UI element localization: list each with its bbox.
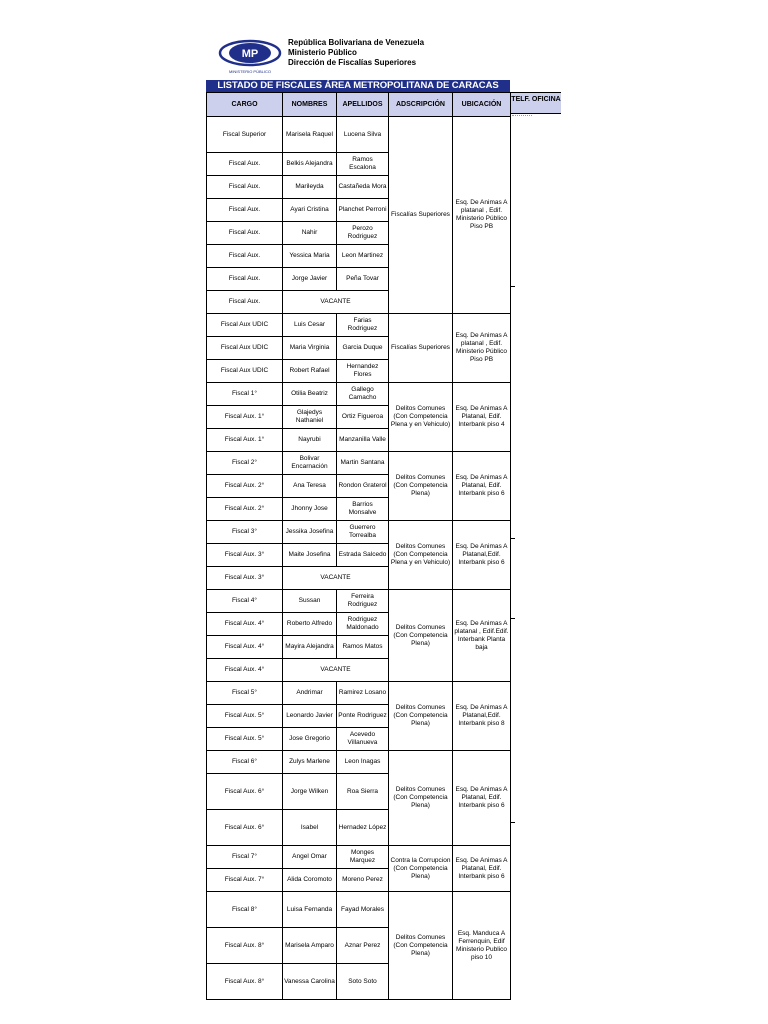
cargo-cell: Fiscal Superior	[207, 117, 283, 153]
table-row	[207, 590, 511, 613]
cargo-cell: Fiscal Aux UDIC	[207, 314, 283, 337]
divider	[511, 822, 515, 823]
cargo-cell: Fiscal Aux.	[207, 268, 283, 291]
apellidos-cell: Ortiz Figueroa	[337, 406, 389, 429]
table-title: LISTADO DE FISCALES ÁREA METROPOLITANA DE CARACAS	[206, 80, 510, 92]
apellidos-cell: Gallego Camacho	[337, 383, 389, 406]
adscripcion-cell: Delitos Comunes (Con Competencia Plena y en Vehiculo)	[389, 521, 453, 590]
apellidos-cell: Monges Marquez	[337, 846, 389, 869]
cargo-cell: Fiscal Aux. 5°	[207, 728, 283, 751]
apellidos-cell: Hernadez López	[337, 810, 389, 846]
col-header-telf-oficina	[511, 92, 561, 114]
ubicacion-cell: Esq. De Animas A Platanal,Edif. Interbank piso 6	[453, 521, 511, 590]
table-row	[207, 682, 511, 705]
nombres-cell: Roberto Alfredo	[283, 613, 337, 636]
table-row	[207, 846, 511, 869]
cargo-cell: Fiscal Aux. 5°	[207, 705, 283, 728]
ubicacion-cell: Esq. De Animas A Platanal, Edif. Interbank piso 6	[453, 751, 511, 846]
nombres-cell: Jose Gregorio	[283, 728, 337, 751]
cargo-cell: Fiscal Aux.	[207, 176, 283, 199]
nombres-cell: Yessica Maria	[283, 245, 337, 268]
nombres-cell: Isabel	[283, 810, 337, 846]
cargo-cell: Fiscal 5°	[207, 682, 283, 705]
cargo-cell: Fiscal 6°	[207, 751, 283, 774]
nombres-cell: Jessika Josefina	[283, 521, 337, 544]
cargo-cell: Fiscal Aux.	[207, 245, 283, 268]
vacante-cell: VACANTE	[283, 291, 389, 314]
apellidos-cell: Lucena Silva	[337, 117, 389, 153]
header-line-1: República Bolivariana de Venezuela	[288, 38, 425, 47]
nombres-cell: Nahir	[283, 222, 337, 245]
apellidos-cell: Planchet Perroni	[337, 199, 389, 222]
apellidos-cell: Aznar Perez	[337, 928, 389, 964]
cargo-cell: Fiscal Aux. 7°	[207, 869, 283, 892]
vacante-cell: VACANTE	[283, 659, 389, 682]
ubicacion-cell: Esq. De Animas A Platanal, Edif. Interbank piso 6	[453, 846, 511, 892]
adscripcion-cell: Delitos Comunes (Con Competencia Plena)	[389, 892, 453, 1000]
col-header-nombres: NOMBRES	[283, 93, 337, 117]
apellidos-cell: Roa Sierra	[337, 774, 389, 810]
nombres-cell: Robert Rafael	[283, 360, 337, 383]
apellidos-cell: Castañeda Mora	[337, 176, 389, 199]
ubicacion-cell: Esq. De Animas A platanal , Edif. Ministerio Público Piso PB	[453, 314, 511, 383]
col-header-ubicacion: UBICACIÓN	[453, 93, 511, 117]
cargo-cell: Fiscal 8°	[207, 892, 283, 928]
apellidos-cell: Rondon Graterol	[337, 475, 389, 498]
apellidos-cell: Martin Santana	[337, 452, 389, 475]
cargo-cell: Fiscal Aux UDIC	[207, 360, 283, 383]
cargo-cell: Fiscal 7°	[207, 846, 283, 869]
nombres-cell: Zulys Marlene	[283, 751, 337, 774]
ubicacion-cell: Esq. Manduca A Ferrenquin, Edif Ministerio Publico piso 10	[453, 892, 511, 1000]
cargo-cell: Fiscal Aux.	[207, 291, 283, 314]
cargo-cell: Fiscal Aux. 8°	[207, 928, 283, 964]
apellidos-cell: Soto Soto	[337, 964, 389, 1000]
divider	[511, 538, 515, 539]
apellidos-cell: Hernandez Flores	[337, 360, 389, 383]
document-header	[288, 38, 424, 68]
apellidos-cell: Ferreira Rodriguez	[337, 590, 389, 613]
nombres-cell: Sussan	[283, 590, 337, 613]
nombres-cell: Belkis Alejandra	[283, 153, 337, 176]
table-row	[207, 452, 511, 475]
nombres-cell: Angel Omar	[283, 846, 337, 869]
cargo-cell: Fiscal Aux.	[207, 153, 283, 176]
nombres-cell: Ana Teresa	[283, 475, 337, 498]
nombres-cell: Jorge Javier	[283, 268, 337, 291]
header-line-2: Ministerio Público	[288, 48, 357, 57]
apellidos-cell: Manzanilla Valle	[337, 429, 389, 452]
cargo-cell: Fiscal Aux UDIC	[207, 337, 283, 360]
cargo-cell: Fiscal Aux. 2°	[207, 475, 283, 498]
cargo-cell: Fiscal Aux. 6°	[207, 810, 283, 846]
nombres-cell: Bolivar Encarnación	[283, 452, 337, 475]
adscripcion-cell: Delitos Comunes (Con Competencia Plena y en Vehiculo)	[389, 383, 453, 452]
cargo-cell: Fiscal Aux. 3°	[207, 544, 283, 567]
nombres-cell: Luis Cesar	[283, 314, 337, 337]
table-row	[207, 892, 511, 928]
apellidos-cell: Farias Rodriguez	[337, 314, 389, 337]
apellidos-cell: Rodriguez Maldonado	[337, 613, 389, 636]
nombres-cell: Andrimar	[283, 682, 337, 705]
logo-initials: MP	[241, 48, 259, 60]
cargo-cell: Fiscal 2°	[207, 452, 283, 475]
nombres-cell: Glajedys Nathaniel	[283, 406, 337, 429]
table-row	[207, 383, 511, 406]
apellidos-cell: Leon Inagas	[337, 751, 389, 774]
ubicacion-cell: Esq. De Animas A Platanal,Edif. Interbank piso 8	[453, 682, 511, 751]
apellidos-cell: Ramirez Losano	[337, 682, 389, 705]
cargo-cell: Fiscal 1°	[207, 383, 283, 406]
nombres-cell: Leonardo Javier	[283, 705, 337, 728]
nombres-cell: Luisa Fernanda	[283, 892, 337, 928]
nombres-cell: Maite Josefina	[283, 544, 337, 567]
cargo-cell: Fiscal Aux. 4°	[207, 636, 283, 659]
divider	[511, 618, 515, 619]
nombres-cell: Alida Coromoto	[283, 869, 337, 892]
apellidos-cell: Estrada Salcedo	[337, 544, 389, 567]
col-header-cargo: CARGO	[207, 93, 283, 117]
apellidos-cell: Guerrero Torrealba	[337, 521, 389, 544]
nombres-cell: Jorge Wilken	[283, 774, 337, 810]
nombres-cell: Marileyda	[283, 176, 337, 199]
adscripcion-cell: Contra la Corrupcion (Con Competencia Plena)	[389, 846, 453, 892]
cargo-cell: Fiscal 4°	[207, 590, 283, 613]
adscripcion-cell: Fiscalías Superiores	[389, 117, 453, 314]
cargo-cell: Fiscal Aux. 8°	[207, 964, 283, 1000]
cargo-cell: Fiscal Aux. 1°	[207, 406, 283, 429]
nombres-cell: Marisela Amparo	[283, 928, 337, 964]
adscripcion-cell: Delitos Comunes (Con Competencia Plena)	[389, 751, 453, 846]
ubicacion-cell: Esq. De Animas A Platanal, Edif. Interbank piso 6	[453, 452, 511, 521]
apellidos-cell: Acevedo Villanueva	[337, 728, 389, 751]
adscripcion-cell: Delitos Comunes (Con Competencia Plena)	[389, 452, 453, 521]
table-row	[207, 521, 511, 544]
fiscales-table	[206, 92, 511, 1000]
divider	[512, 115, 532, 116]
col-header-adscripcion: ADSCRIPCIÓN	[389, 93, 453, 117]
nombres-cell: Otilia Beatriz	[283, 383, 337, 406]
header-line-3: Dirección de Fiscalías Superiores	[288, 58, 417, 67]
apellidos-cell: Perozo Rodriguez	[337, 222, 389, 245]
cargo-cell: Fiscal 3°	[207, 521, 283, 544]
nombres-cell: Vanessa Carolina	[283, 964, 337, 1000]
cargo-cell: Fiscal Aux. 4°	[207, 613, 283, 636]
table-row	[207, 314, 511, 337]
telf-oficina-label: TELF. OFICINA	[511, 96, 561, 103]
cargo-cell: Fiscal Aux.	[207, 222, 283, 245]
apellidos-cell: Fayad Morales	[337, 892, 389, 928]
adscripcion-cell: Delitos Comunes (Con Competencia Plena)	[389, 590, 453, 682]
divider	[511, 286, 515, 287]
table-row	[207, 117, 511, 153]
apellidos-cell: Ramos Escalona	[337, 153, 389, 176]
ubicacion-cell: Esq. De Animas A platanal , Edif.Edif. Interbank Planta baja	[453, 590, 511, 682]
apellidos-cell: Barrios Monsalve	[337, 498, 389, 521]
cargo-cell: Fiscal Aux. 3°	[207, 567, 283, 590]
apellidos-cell: Ponte Rodriguez	[337, 705, 389, 728]
logo-caption: MINISTERIO PÚBLICO	[228, 69, 272, 74]
nombres-cell: Maria Virginia	[283, 337, 337, 360]
cargo-cell: Fiscal Aux. 6°	[207, 774, 283, 810]
adscripcion-cell: Delitos Comunes (Con Competencia Plena)	[389, 682, 453, 751]
apellidos-cell: Peña Tovar	[337, 268, 389, 291]
nombres-cell: Nayrubi	[283, 429, 337, 452]
nombres-cell: Ayari Cristina	[283, 199, 337, 222]
cargo-cell: Fiscal Aux. 2°	[207, 498, 283, 521]
apellidos-cell: Moreno Perez	[337, 869, 389, 892]
cargo-cell: Fiscal Aux. 1°	[207, 429, 283, 452]
ministerio-publico-logo	[218, 36, 282, 76]
nombres-cell: Marisela Raquel	[283, 117, 337, 153]
ubicacion-cell: Esq. De Animas A Platanal, Edif. Interbank piso 4	[453, 383, 511, 452]
apellidos-cell: Leon Martinez	[337, 245, 389, 268]
table-row	[207, 751, 511, 774]
col-header-apellidos: APELLIDOS	[337, 93, 389, 117]
ubicacion-cell: Esq. De Animas A platanal , Edif. Ministerio Público Piso PB	[453, 117, 511, 314]
nombres-cell: Jhonny Jose	[283, 498, 337, 521]
vacante-cell: VACANTE	[283, 567, 389, 590]
adscripcion-cell: Fiscalías Superiores	[389, 314, 453, 383]
apellidos-cell: Garcia Duque	[337, 337, 389, 360]
cargo-cell: Fiscal Aux.	[207, 199, 283, 222]
nombres-cell: Mayira Alejandra	[283, 636, 337, 659]
apellidos-cell: Ramos Matos	[337, 636, 389, 659]
cargo-cell: Fiscal Aux. 4°	[207, 659, 283, 682]
